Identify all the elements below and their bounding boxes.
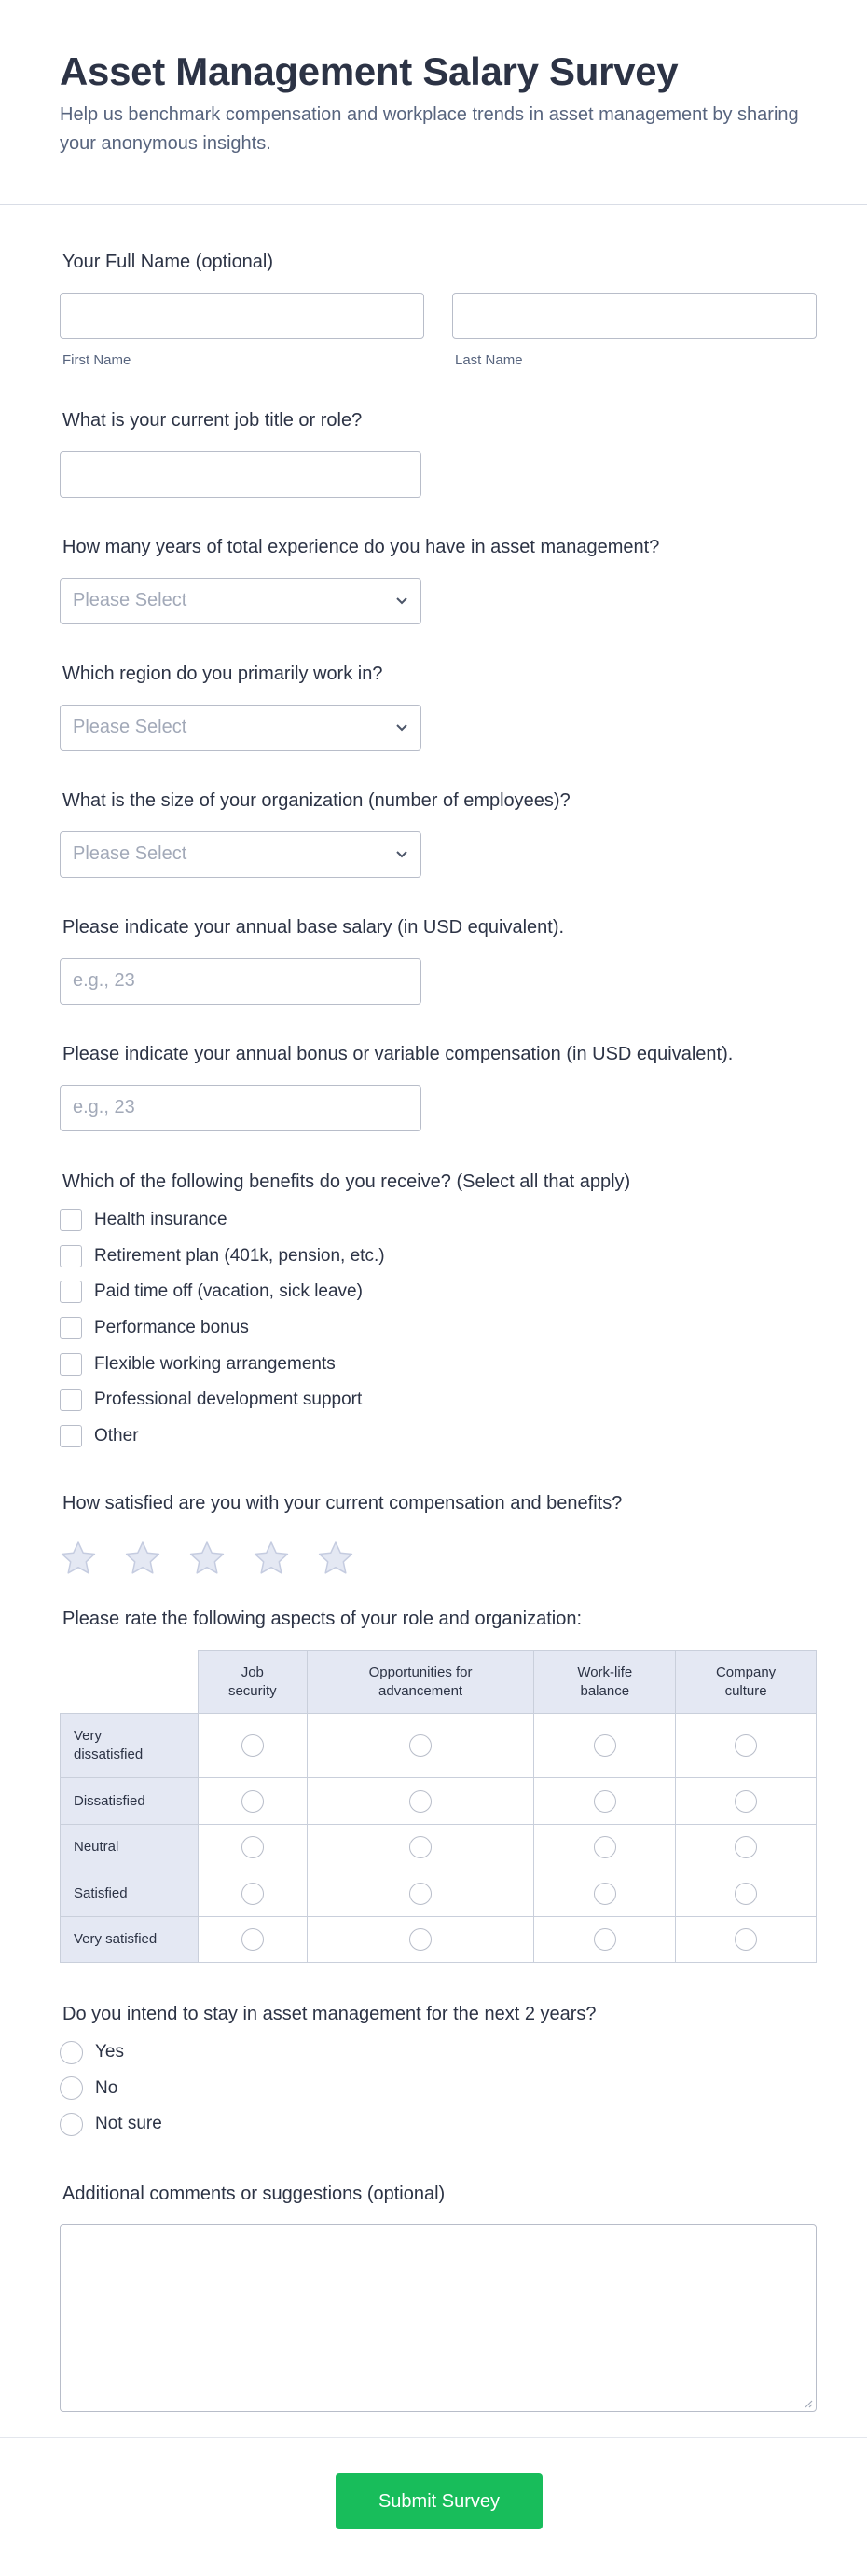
form-title: Asset Management Salary Survey — [60, 49, 679, 93]
matrix-radio[interactable] — [735, 1883, 757, 1905]
checkbox[interactable] — [60, 1209, 82, 1231]
matrix-column-header: Job security — [198, 1651, 307, 1714]
form-footer — [0, 2437, 867, 2576]
intent-option-label: Yes — [95, 2042, 124, 2062]
benefit-option-label: Retirement plan (401k, pension, etc.) — [94, 1245, 385, 1266]
resize-handle-icon[interactable] — [802, 2397, 813, 2408]
base-salary-question — [60, 915, 817, 1005]
benefit-option[interactable] — [60, 1346, 817, 1382]
region-label: Which region do you primarily work in? — [62, 664, 383, 684]
matrix-radio[interactable] — [241, 1836, 264, 1858]
benefit-option[interactable] — [60, 1310, 817, 1347]
star-icon[interactable] — [317, 1540, 354, 1577]
radio-button[interactable] — [60, 2076, 83, 2100]
benefit-option[interactable] — [60, 1274, 817, 1310]
satisfaction-question — [60, 1491, 817, 1577]
full-name-question — [60, 250, 817, 368]
matrix-radio[interactable] — [241, 1734, 264, 1757]
matrix-row-label: Neutral — [61, 1825, 199, 1870]
comments-textarea[interactable] — [60, 2224, 817, 2412]
matrix-radio[interactable] — [735, 1928, 757, 1951]
matrix-row-label: Very dissatisfied — [61, 1714, 199, 1778]
matrix-radio[interactable] — [409, 1928, 432, 1951]
matrix-radio[interactable] — [241, 1790, 264, 1813]
chevron-down-icon — [394, 593, 409, 608]
last-name-sublabel: Last Name — [455, 352, 523, 368]
matrix-radio[interactable] — [241, 1883, 264, 1905]
matrix-radio[interactable] — [409, 1836, 432, 1858]
matrix-radio[interactable] — [735, 1836, 757, 1858]
matrix-row-label: Very satisfied — [61, 1917, 199, 1963]
rating-matrix — [60, 1650, 817, 1963]
matrix-radio[interactable] — [594, 1790, 616, 1813]
matrix-radio[interactable] — [594, 1883, 616, 1905]
bonus-label: Please indicate your annual bonus or variable compensation (in USD equivalent). — [62, 1044, 734, 1064]
benefit-option-label: Paid time off (vacation, sick leave) — [94, 1281, 363, 1302]
experience-select[interactable] — [60, 578, 421, 624]
checkbox[interactable] — [60, 1317, 82, 1339]
matrix-row-label: Satisfied — [61, 1870, 199, 1917]
job-title-input[interactable] — [60, 451, 421, 498]
experience-select-value: Please Select — [73, 590, 187, 610]
radio-button[interactable] — [60, 2113, 83, 2136]
last-name-input[interactable] — [452, 293, 817, 339]
region-select-value: Please Select — [73, 717, 187, 737]
org-size-select[interactable] — [60, 831, 421, 878]
matrix-radio[interactable] — [594, 1734, 616, 1757]
job-title-question — [60, 408, 817, 498]
matrix-radio[interactable] — [594, 1836, 616, 1858]
star-rating — [60, 1540, 817, 1577]
benefit-option[interactable] — [60, 1382, 817, 1418]
benefit-option-label: Other — [94, 1425, 139, 1446]
benefits-options — [60, 1202, 817, 1454]
star-icon[interactable] — [60, 1540, 97, 1577]
experience-question — [60, 535, 817, 624]
form-header — [0, 0, 867, 205]
benefit-option[interactable] — [60, 1239, 817, 1275]
benefit-option[interactable] — [60, 1418, 817, 1455]
matrix-question — [60, 1607, 817, 1963]
matrix-column-header: Work-life balance — [534, 1651, 676, 1714]
matrix-radio[interactable] — [735, 1734, 757, 1757]
org-size-question — [60, 788, 817, 878]
matrix-radio[interactable] — [735, 1790, 757, 1813]
intent-option[interactable] — [60, 2035, 817, 2071]
chevron-down-icon — [394, 719, 409, 734]
experience-label: How many years of total experience do you have in asset management? — [62, 537, 660, 557]
matrix-column-header: Opportunities for advancement — [307, 1651, 534, 1714]
chevron-down-icon — [394, 846, 409, 861]
first-name-input[interactable] — [60, 293, 424, 339]
satisfaction-label: How satisfied are you with your current compensation and benefits? — [62, 1493, 623, 1514]
intent-options — [60, 2035, 817, 2143]
intent-option-label: Not sure — [95, 2114, 162, 2134]
star-icon[interactable] — [124, 1540, 161, 1577]
star-icon[interactable] — [188, 1540, 226, 1577]
matrix-label: Please rate the following aspects of your role and organization: — [62, 1609, 583, 1629]
checkbox[interactable] — [60, 1425, 82, 1447]
bonus-input[interactable]: e.g., 23 — [60, 1085, 421, 1131]
comments-question — [60, 2182, 817, 2412]
checkbox[interactable] — [60, 1353, 82, 1376]
radio-button[interactable] — [60, 2041, 83, 2064]
job-title-label: What is your current job title or role? — [62, 410, 363, 431]
base-salary-input[interactable]: e.g., 23 — [60, 958, 421, 1005]
bonus-question — [60, 1042, 817, 1131]
submit-button[interactable]: Submit Survey — [336, 2473, 543, 2529]
intent-option-label: No — [95, 2077, 118, 2098]
benefit-option-label: Performance bonus — [94, 1318, 249, 1338]
matrix-radio[interactable] — [409, 1883, 432, 1905]
intent-question — [60, 2002, 817, 2143]
intent-option[interactable] — [60, 2071, 817, 2107]
matrix-column-header: Company culture — [676, 1651, 817, 1714]
checkbox[interactable] — [60, 1281, 82, 1303]
matrix-radio[interactable] — [594, 1928, 616, 1951]
benefit-option-label: Professional development support — [94, 1390, 363, 1410]
checkbox[interactable] — [60, 1245, 82, 1267]
base-salary-label: Please indicate your annual base salary (in USD equivalent). — [62, 917, 565, 938]
comments-label: Additional comments or suggestions (optional) — [62, 2184, 446, 2204]
benefits-label: Which of the following benefits do you receive? (Select all that apply) — [62, 1172, 631, 1192]
form-description: Help us benchmark compensation and workplace trends in asset management by sharing your anonymous insights. — [60, 104, 799, 154]
matrix-radio[interactable] — [241, 1928, 264, 1951]
matrix-row-label: Dissatisfied — [61, 1778, 199, 1825]
benefit-option-label: Health insurance — [94, 1210, 227, 1230]
matrix-radio[interactable] — [409, 1734, 432, 1757]
region-question — [60, 662, 817, 751]
checkbox[interactable] — [60, 1389, 82, 1411]
benefit-option-label: Flexible working arrangements — [94, 1353, 336, 1374]
benefits-question — [60, 1170, 817, 1454]
benefit-option[interactable] — [60, 1202, 817, 1239]
full-name-label: Your Full Name (optional) — [62, 252, 274, 272]
matrix-radio[interactable] — [409, 1790, 432, 1813]
org-size-label: What is the size of your organization (number of employees)? — [62, 790, 571, 811]
intent-label: Do you intend to stay in asset management for the next 2 years? — [62, 2004, 597, 2024]
matrix-corner — [61, 1651, 199, 1714]
region-select[interactable] — [60, 705, 421, 751]
intent-option[interactable] — [60, 2106, 817, 2143]
star-icon[interactable] — [253, 1540, 290, 1577]
first-name-sublabel: First Name — [62, 352, 131, 368]
org-size-select-value: Please Select — [73, 843, 187, 864]
